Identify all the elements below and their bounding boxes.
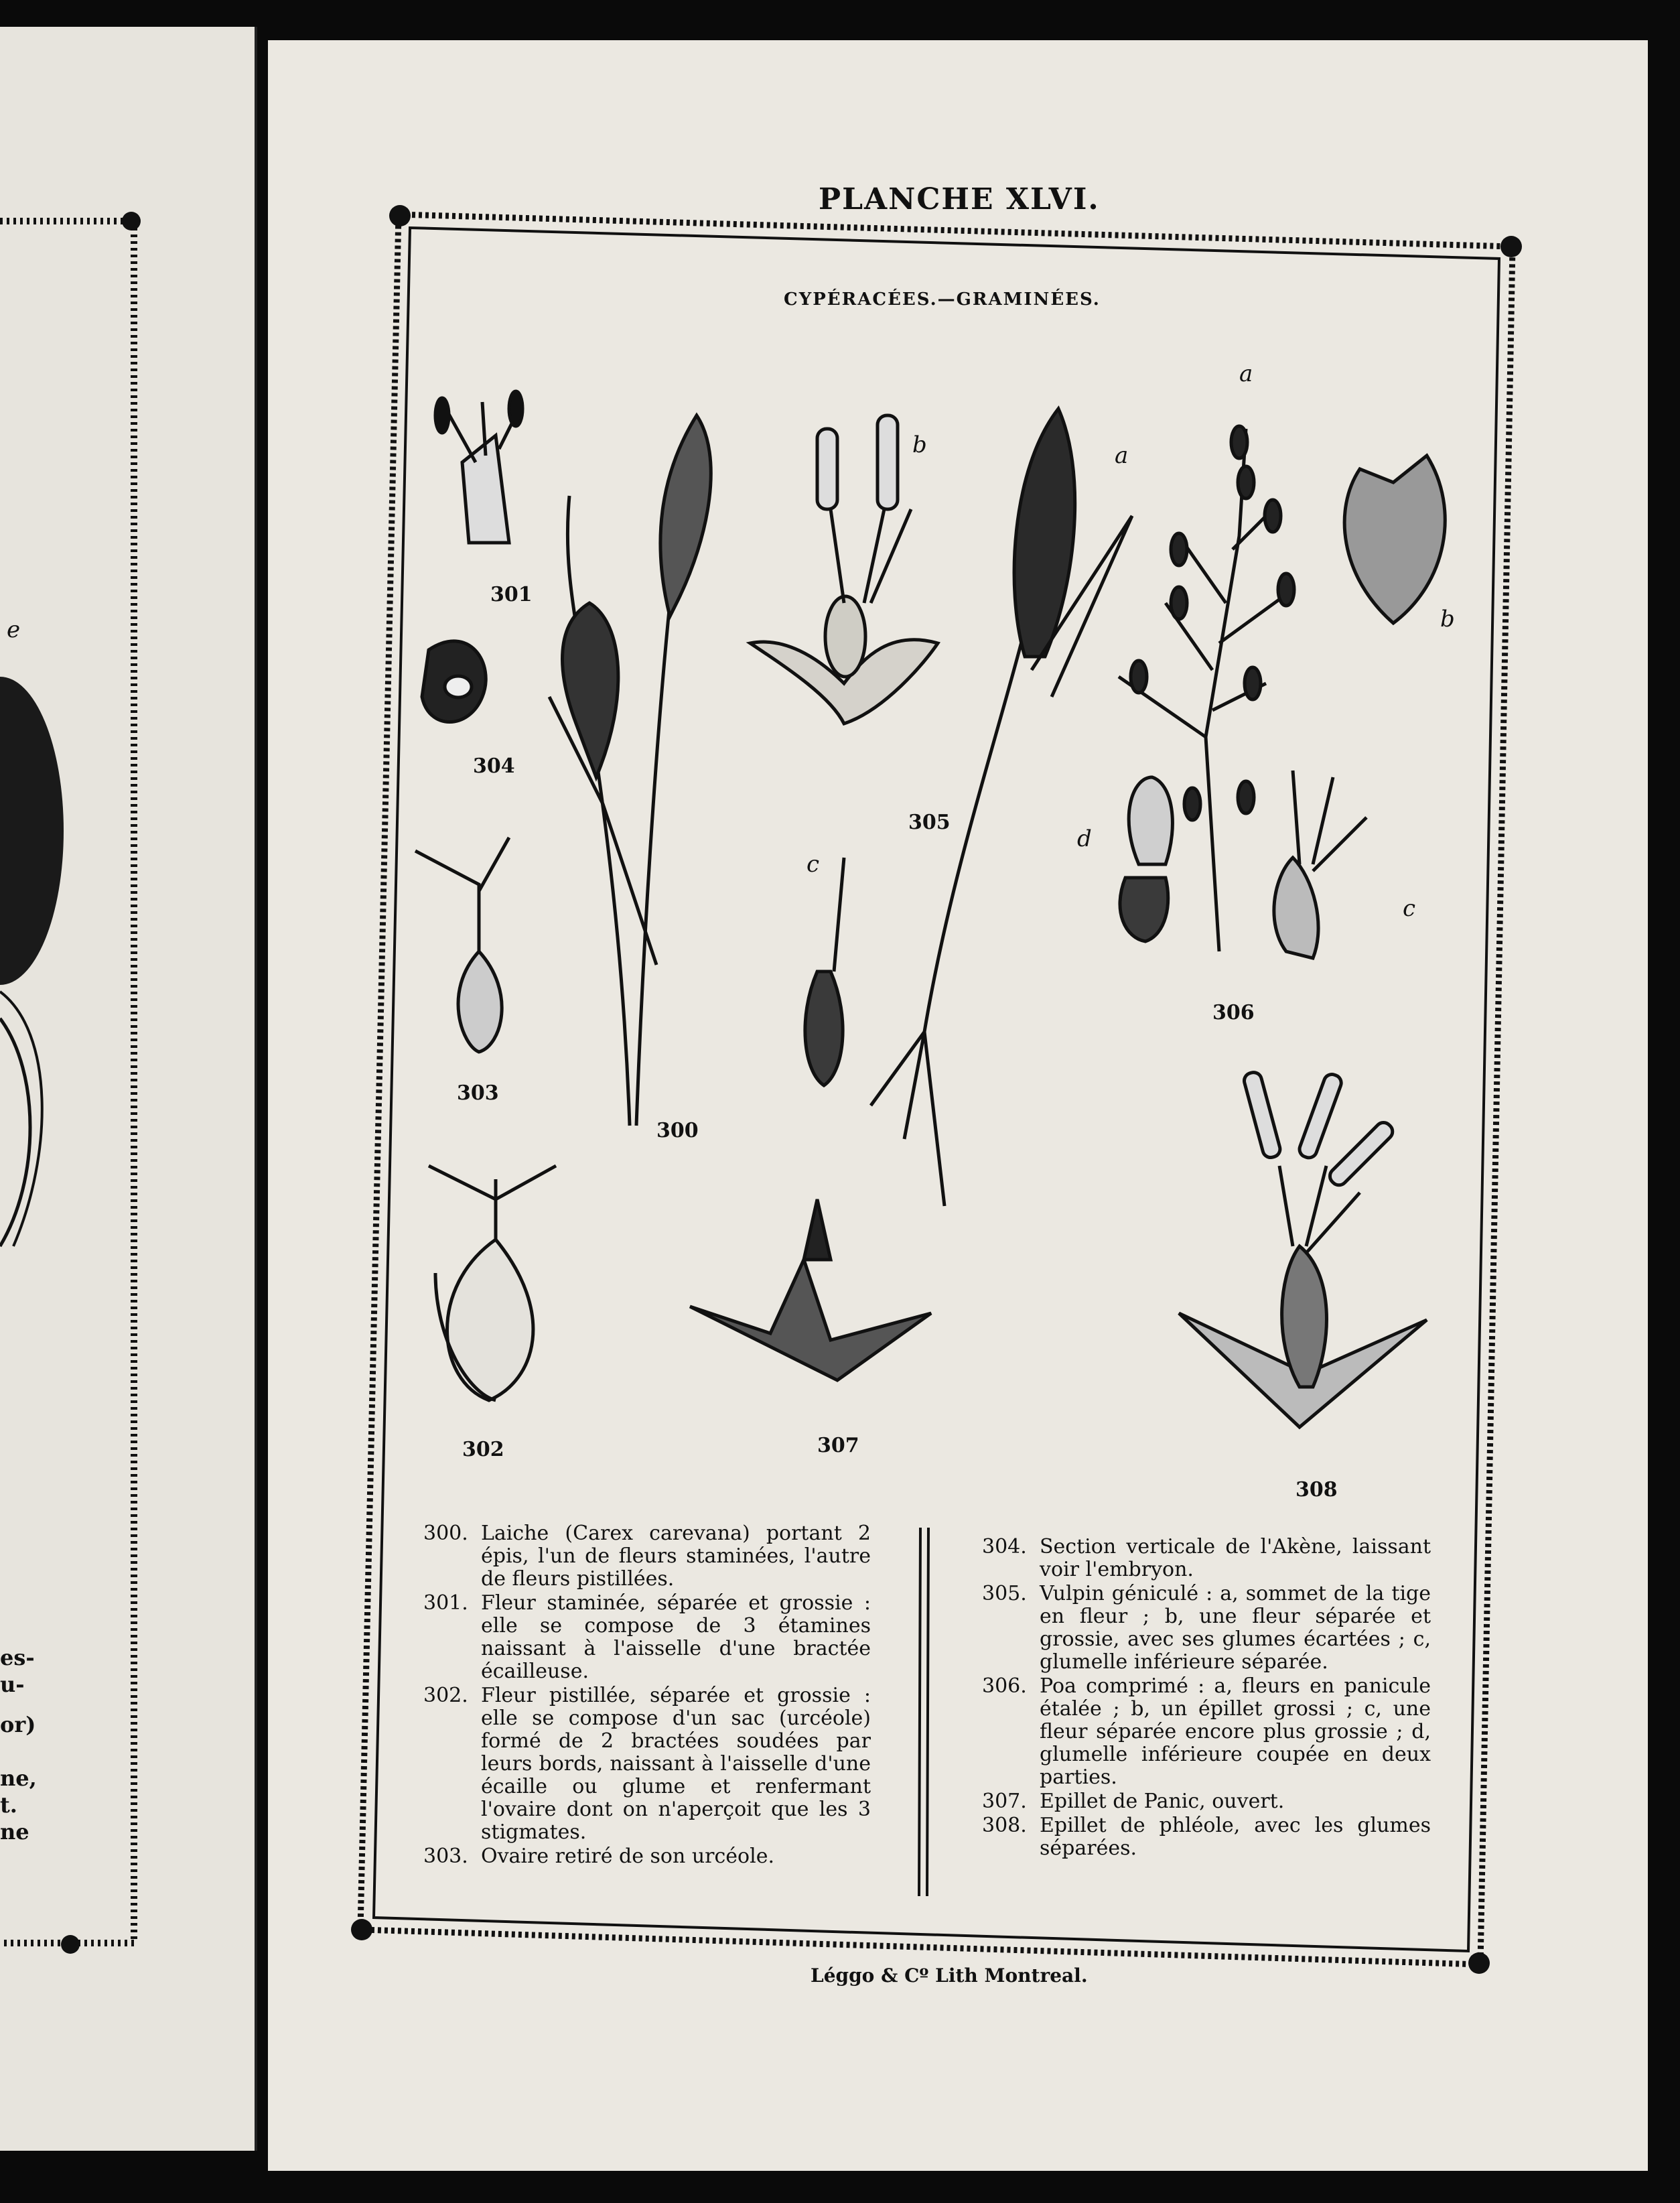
fig-306b-spikelet	[1344, 456, 1445, 623]
legend-number: 300.	[423, 1522, 468, 1545]
legend-right	[982, 1536, 1431, 1861]
legend-text: Epillet de Panic, ouvert.	[1040, 1790, 1285, 1813]
fig-letter: d	[1077, 825, 1092, 852]
legend-number: 304.	[982, 1535, 1027, 1558]
fig-308-phleum-spikelet	[1179, 1071, 1427, 1427]
fig-305c-glumelle	[805, 858, 844, 1085]
fig-305-vulpin	[871, 409, 1132, 1206]
legend-number: 303.	[423, 1845, 468, 1868]
legend-text: Ovaire retiré de son urcéole.	[481, 1845, 775, 1868]
fig-letter: a	[1239, 360, 1253, 387]
legend-item	[982, 1814, 1431, 1860]
fig-letter: c	[807, 851, 820, 878]
plate-subtitle: CYPÉRACÉES.—GRAMINÉES.	[784, 289, 1101, 310]
fig-number: 302	[462, 1438, 504, 1461]
fig-301-staminate-flower	[435, 391, 522, 543]
fig-303-ovary	[415, 838, 509, 1052]
plate-title: PLANCHE XLVI.	[819, 182, 1100, 216]
fig-302-pistillate-flower	[429, 1166, 556, 1400]
legend-item	[423, 1684, 871, 1844]
legend-text: Epillet de phléole, avec les glumes séparées.	[1040, 1814, 1431, 1860]
legend-number: 306.	[982, 1674, 1027, 1698]
legend-text: Section verticale de l'Akène, laissant voir l'embryon.	[1040, 1535, 1431, 1581]
legend-number: 301.	[423, 1591, 468, 1615]
legend-item	[982, 1583, 1431, 1674]
legend-divider	[919, 1528, 928, 1896]
legend-number: 307.	[982, 1790, 1027, 1813]
fig-number: 305	[908, 811, 951, 834]
fig-306-poa	[1119, 426, 1294, 951]
fig-number: 308	[1296, 1478, 1338, 1501]
fig-304-akene-section	[422, 641, 486, 722]
legend-number: 302.	[423, 1684, 468, 1707]
legend-number: 305.	[982, 1582, 1027, 1605]
fig-306d-glumelle	[1120, 777, 1172, 941]
legend-left	[423, 1522, 871, 1869]
legend-text: Poa comprimé : a, fleurs en panicule étalée ; b, un épillet grossi ; c, une fleur séparée encore plus grossie ; d, glumelle inférieure coupée en deux parties.	[1040, 1674, 1431, 1789]
fig-number: 307	[817, 1434, 859, 1457]
fig-300-carex-plant	[549, 415, 711, 1126]
legend-text: Vulpin géniculé : a, sommet de la tige en fleur ; b, une fleur séparée et grossie, avec ses glumes écartées ; c, glumelle inférieure séparée.	[1040, 1582, 1431, 1674]
left-fig-letter: e	[7, 616, 21, 643]
left-fragment: es-	[0, 1645, 35, 1670]
fig-letter: b	[912, 431, 927, 458]
fig-number: 304	[473, 754, 515, 778]
left-fragment: ne,	[0, 1765, 37, 1791]
legend-item	[423, 1522, 871, 1591]
left-fragment: t.	[0, 1792, 17, 1818]
legend-item	[982, 1790, 1431, 1813]
legend-text: Fleur pistillée, séparée et grossie : elle se compose d'un sac (urcéole) formé de 2 bractées soudées par leurs bords, naissant à l'aisselle d'une écaille ou glume et renfermant l'ovaire dont on n'aperçoit que les 3 stigmates.	[481, 1684, 871, 1844]
fig-letter: b	[1440, 606, 1455, 632]
fig-307-panic-spikelet	[690, 1199, 931, 1380]
lithographer-credit: Léggo & Cº Lith Montreal.	[811, 1964, 1088, 1987]
legend-item	[423, 1845, 871, 1868]
legend-number: 308.	[982, 1814, 1027, 1837]
fig-number: 303	[457, 1081, 499, 1105]
fig-number: 301	[490, 583, 533, 606]
legend-text: Laiche (Carex carevana) portant 2 épis, l'un de fleurs staminées, l'autre de fleurs pistillées.	[481, 1522, 871, 1591]
fig-letter: c	[1403, 895, 1416, 922]
fig-number: 306	[1212, 1001, 1255, 1024]
legend-text: Fleur staminée, séparée et grossie : elle se compose de 3 étamines naissant à l'aisselle d'une bractée écailleuse.	[481, 1591, 871, 1683]
left-fragment: or)	[0, 1712, 36, 1737]
fig-306c-flower	[1274, 771, 1367, 958]
legend-item	[982, 1536, 1431, 1581]
fig-number: 300	[656, 1119, 699, 1142]
left-fragment: u-	[0, 1672, 25, 1697]
fig-letter: a	[1115, 442, 1129, 469]
fig-305b-flower	[750, 415, 938, 724]
legend-item	[423, 1592, 871, 1683]
legend-item	[982, 1675, 1431, 1789]
left-fragment: ne	[0, 1819, 29, 1845]
